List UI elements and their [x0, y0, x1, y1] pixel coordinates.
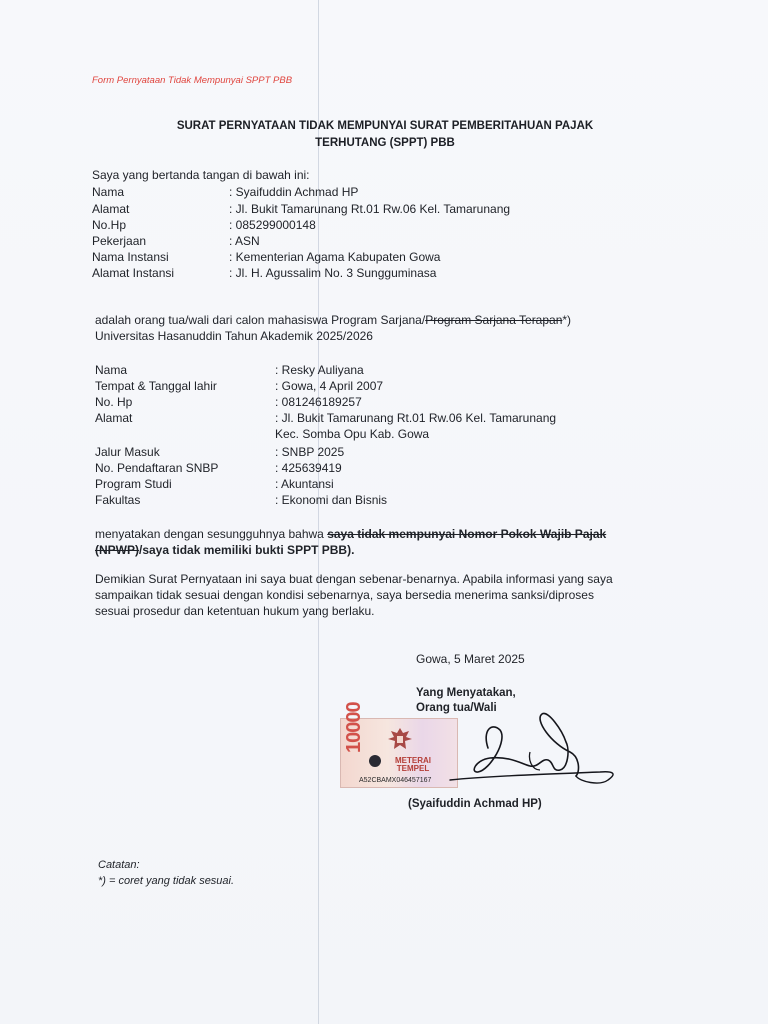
stamp-label-1: METERAI [395, 756, 431, 765]
parent-label: Pekerjaan [92, 234, 147, 248]
parent-label: Alamat Instansi [92, 266, 175, 280]
declaration-line-2 [95, 543, 354, 559]
signer-name: (Syaifuddin Achmad HP) [408, 798, 542, 810]
stamp-amount: 10000 [343, 702, 365, 753]
document-title [140, 118, 630, 152]
title-line-1: SURAT PERNYATAAN TIDAK MEMPUNYAI SURAT PEMBERITAHUAN PAJAK [176, 120, 594, 132]
intro-text: Saya yang bertanda tangan di bawah ini: [92, 168, 310, 182]
title-line-2: TERHUTANG (SPPT) PBB [315, 137, 455, 149]
signer-title-2: Orang tua/Wali [416, 702, 497, 714]
parent-label: Nama [92, 185, 125, 199]
stamp-serial: A52CBAMX046457167 [359, 777, 432, 784]
declaration-struck-2: (NPWP) [95, 543, 139, 557]
closing-line: sampaikan tidak sesuai dengan kondisi sebenarnya, saya bersedia menerima sanksi/diproses [95, 588, 594, 602]
signer-title-1: Yang Menyatakan, [416, 687, 516, 699]
student-value: : 081246189257 [275, 395, 362, 409]
declaration-struck-1: saya tidak mempunyai Nomor Pokok Wajib Pajak [327, 527, 607, 541]
closing-line: Demikian Surat Pernyataan ini saya buat dengan sebenar-benarnya. Apabila informasi yang saya [95, 572, 613, 586]
student-value: : Akuntansi [275, 477, 334, 491]
student-value: Kec. Somba Opu Kab. Gowa [275, 427, 430, 441]
statement-part-2: *) [562, 313, 572, 327]
student-label: Alamat [95, 411, 133, 425]
declaration-line-1 [95, 527, 606, 543]
student-label: Program Studi [95, 477, 172, 491]
handwritten-signature [430, 700, 630, 800]
closing-line: sesuai prosedur dan ketentuan hukum yang berlaku. [95, 604, 375, 618]
form-label: Form Pernyataan Tidak Mempunyai SPPT PBB [92, 75, 293, 86]
declaration-prefix: menyatakan dengan sesungguhnya bahwa [95, 527, 328, 541]
garuda-emblem-icon [385, 725, 415, 755]
parent-value: : Jl. H. Agussalim No. 3 Sungguminasa [229, 266, 437, 280]
student-value: : 425639419 [275, 461, 342, 475]
student-label: Fakultas [95, 493, 141, 507]
student-label: Nama [95, 363, 128, 377]
parent-label: No.Hp [92, 218, 127, 232]
parent-value: : ASN [229, 234, 260, 248]
statement-part-1: adalah orang tua/wali dari calon mahasiswa Program Sarjana/ [95, 313, 426, 327]
note-label: Catatan: [98, 859, 140, 871]
parent-label: Alamat [92, 202, 130, 216]
stamp-meterai-label [395, 757, 431, 773]
parent-value: : Kementerian Agama Kabupaten Gowa [229, 250, 441, 264]
student-value: : SNBP 2025 [275, 445, 345, 459]
parent-value: : 085299000148 [229, 218, 316, 232]
statement-line-2: Universitas Hasanuddin Tahun Akademik 2025/2026 [95, 329, 373, 343]
student-value: : Gowa, 4 April 2007 [275, 379, 384, 393]
student-value: : Jl. Bukit Tamarunang Rt.01 Rw.06 Kel. Tamarunang [275, 411, 557, 425]
parent-value: : Syaifuddin Achmad HP [229, 185, 359, 199]
parent-label: Nama Instansi [92, 250, 169, 264]
student-label: No. Pendaftaran SNBP [95, 461, 219, 475]
parent-value: : Jl. Bukit Tamarunang Rt.01 Rw.06 Kel. Tamarunang [229, 202, 511, 216]
statement-struck: Program Sarjana Terapan [425, 313, 563, 327]
student-label: Jalur Masuk [95, 445, 160, 459]
statement-line-1 [95, 313, 571, 329]
student-value: : Ekonomi dan Bisnis [275, 493, 388, 507]
student-value: : Resky Auliyana [275, 363, 364, 377]
stamp-label-2: TEMPEL [396, 764, 430, 773]
student-label: No. Hp [95, 395, 133, 409]
declaration-suffix: /saya tidak memiliki bukti SPPT PBB). [139, 543, 355, 557]
place-date: Gowa, 5 Maret 2025 [416, 652, 525, 666]
student-label: Tempat & Tanggal lahir [95, 379, 217, 393]
page-fold-line [318, 0, 319, 1024]
note-text: *) = coret yang tidak sesuai. [98, 875, 235, 887]
stamp-hologram [369, 755, 381, 767]
